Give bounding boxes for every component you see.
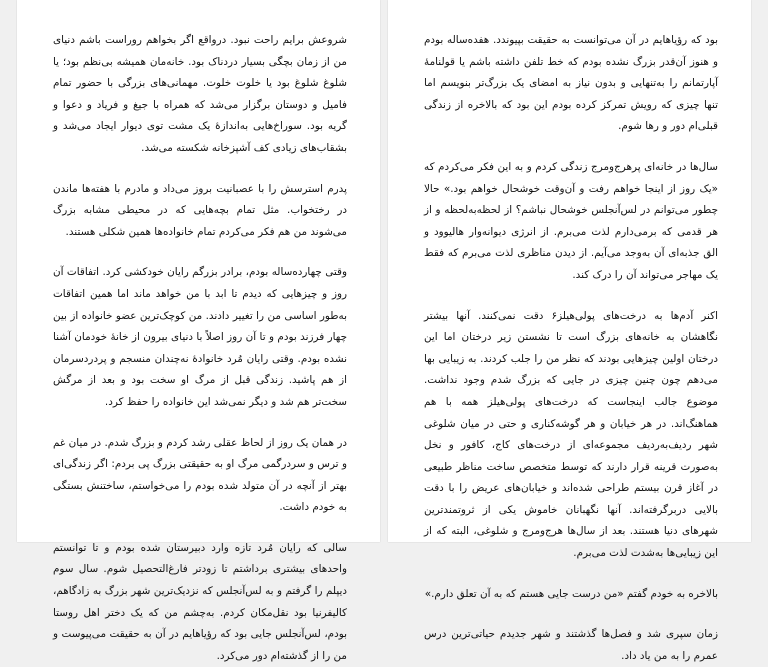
paragraph: در همان یک روز از لحاظ عقلی رشد کردم و بزرگ شدم. در میان غم و ترس و سردرگمی مرگ او به حقیقتی بزرگ پی بردم: اگر زندگی‌ای بهتر از آنچه در آن متولد شده بودم را می‌خواستم، ساختنش بستگی به خودم داشت. bbox=[53, 436, 347, 514]
paragraph: سال‌ها در خانه‌ای پرهرج‌ومرج زندگی کردم و به این فکر می‌کردم که «یک روز از اینجا خواهم رفت و آن‌وقت خوشحال خواهم بود.» حالا چطور می‌توانم در لس‌آنجلس خوشحال نباشم؟ از لحظه‌به‌لحظه و از هر قدمی که برمی‌دارم لذت می‌برم. از انرژی دیوانه‌وار هالیوود و الق جذبه‌ای آن به‌وجد می‌آیم. از دیدن مناظری لذت می‌برم که فقط یک مهاجر می‌تواند آن را درک کند. bbox=[424, 160, 718, 281]
document-page-right bbox=[388, 0, 751, 662]
page-text-block bbox=[424, 30, 718, 662]
paragraph: اکنر آدم‌ها به درخت‌های پولی‌هیلز۶ دقت نمی‌کنند. آنها بیشتر نگاهشان به خانه‌های بزرگ است تا نشستن زیر درختان اما این درختان اولین چیزهایی بودند که نظر من را جلب کردند. به زیبایی بها می‌دهم چون چنین چیزی در جایی که بزرگ شدم وجود نداشت. موضوع جالب اینجاست که درخت‌های پولی‌هیلز همه با هم هماهنگ‌اند. در هر خیابان و هر گوشه‌کناری و حتی در میان شلوغی شهر ردیف‌به‌ردیف مجموعه‌ای از درخت‌های کاج، کافور و نخل به‌صورت قرینه قرار دارند که توسط متخصص ساخت مناظر طبیعی در آغاز قرن بیستم طراحی شده‌اند و خیابان‌های عریض را با دقت بالایی دربرگرفته‌اند. آنها نگهبانان خاموش یکی از ثروتمندترین شهرهای دنیا هستند. بعد از سال‌ها هرج‌ومرج و شلوغی، البته که از این زیبایی‌ها به‌شدت لذت می‌برم. bbox=[424, 309, 718, 560]
page-text-block bbox=[53, 30, 347, 662]
paragraph: پدرم استرسش را با عصبانیت بروز می‌داد و مادرم با هفته‌ها ماندن در رختخواب. مثل تمام بچه‌هایی که در محیطی مشابه بزرگ می‌شوند من هم فکر می‌کردم تمام خانواده‌ها همین شکلی هستند. bbox=[53, 182, 347, 238]
paragraph: بود که رؤیاهایم در آن می‌توانست به حقیقت بپیوندد. هفده‌ساله بودم و هنوز آن‌قدر بزرگ نشده بودم که خط تلفن داشته باشم یا قولنامهٔ آپارتمانم را به‌تنهایی و بدون نیاز به امضای یک بزرگ‌تر بنویسم اما تنها چیزی که رویش تمرکز کرده بودم این بود که بالاخره از زندگی قبلی‌ام دور و رها شوم. bbox=[424, 34, 718, 133]
paragraph: زمان سپری شد و فصل‌ها گذشتند و شهر جدیدم حیاتی‌ترین درس عمرم را به من یاد داد. bbox=[424, 628, 718, 662]
document-page-left bbox=[17, 0, 380, 662]
paragraph: بالاخره به خودم گفتم «من درست جایی هستم که به آن تعلق دارم.» bbox=[424, 587, 718, 600]
paragraph: شروعش برایم راحت نبود. درواقع اگر بخواهم روراست باشم دنیای من از زمان بچگی بسیار دردناک بود. خانه‌مان همیشه بی‌نظم بود؛ یا شلوغ شلوغ بود یا خلوت خلوت. مهمانی‌های بزرگی با حضور تمام فامیل و دوستان برگزار می‌شد که همراه با جیغ و فریاد و دعوا و گریه بود. سوراخ‌هایی به‌اندازهٔ یک مشت توی دیوار ایجاد می‌شد و بشقاب‌های زیادی کف آشپزخانه شکسته می‌شد. bbox=[53, 34, 347, 154]
paragraph: وقتی چهارده‌ساله بودم، برادر بزرگم رایان خودکشی کرد. اتفاقات آن روز و چیزهایی که دیدم تا ابد با من خواهد ماند اما همین اتفاقات به‌طور اساسی من را تغییر دادند. من کوچک‌ترین عضو خانواده از بین چهار فرزند بودم و تا آن روز اصلاً با دنیای بیرون از خانهٔ خودمان آشنا نشده بودم. وقتی رایان مُرد خانوادهٔ نه‌چندان منسجم و پردردسرمان از هم پاشید. زندگی قبل از مرگ او سخت بود و بعد از مرگش سخت‌تر هم شد و دیگر نمی‌شد این خانواده را حفظ کرد. bbox=[53, 266, 347, 408]
paragraph: سالی که رایان مُرد تازه وارد دبیرستان شده بودم و تا توانستم واحدهای بیشتری برداشتم تا زودتر فارغ‌التحصیل شوم. سال سوم دیپلم را گرفتم و به لس‌آنجلس که نزدیک‌ترین شهر بزرگ به زادگاهم، کالیفرنیا بود نقل‌مکان کردم. به‌چشم من که یک دختر اهل روستا بودم، لس‌آنجلس جایی بود که رؤیاهایم در آن به حقیقت می‌پیوست و من را از گذشته‌ام دور می‌کرد. bbox=[53, 541, 347, 662]
